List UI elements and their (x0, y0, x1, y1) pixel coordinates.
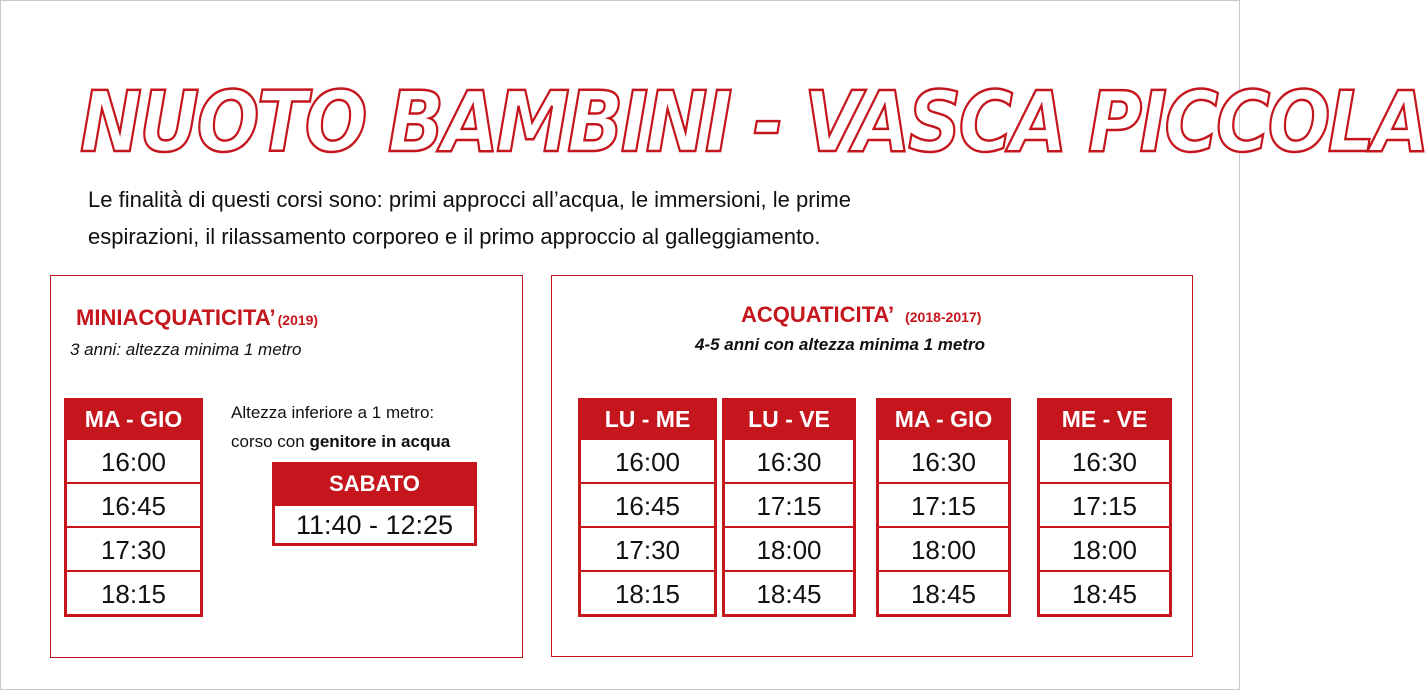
schedule-table (64, 398, 203, 617)
schedule-day-header: MA - GIO (64, 398, 203, 438)
schedule-time-cell: 17:15 (1040, 482, 1169, 526)
schedule-table (1037, 398, 1172, 617)
schedule-time-cell: 16:00 (581, 438, 714, 482)
schedule-table (722, 398, 856, 617)
acquaticita-subtitle: 4-5 anni con altezza minima 1 metro (695, 335, 986, 354)
saturday-table (272, 462, 477, 546)
saturday-time-cell: 11:40 - 12:25 (272, 504, 477, 546)
schedule-times (1037, 438, 1172, 617)
height-note-bold: genitore in acqua (309, 432, 451, 451)
acquaticita-title: ACQUATICITA’ (741, 302, 895, 327)
schedule-time-cell: 18:45 (725, 570, 853, 614)
schedule-day-header: LU - ME (578, 398, 717, 438)
schedule-time-cell: 16:30 (879, 438, 1008, 482)
schedule-time-cell: 18:45 (879, 570, 1008, 614)
saturday-header: SABATO (272, 462, 477, 504)
acquaticita-heading (741, 302, 981, 328)
schedule-day-header: MA - GIO (876, 398, 1011, 438)
schedule-time-cell: 18:15 (67, 570, 200, 614)
schedule-time-cell: 18:00 (879, 526, 1008, 570)
schedule-times (64, 438, 203, 617)
schedule-time-cell: 16:30 (1040, 438, 1169, 482)
height-note-line-2 (231, 427, 450, 456)
schedule-table (876, 398, 1011, 617)
schedule-day-header: ME - VE (1037, 398, 1172, 438)
schedule-table (578, 398, 717, 617)
schedule-time-cell: 16:45 (581, 482, 714, 526)
height-note-prefix: corso con (231, 432, 310, 451)
schedule-time-cell: 17:15 (725, 482, 853, 526)
miniacquaticita-title: MINIACQUATICITA’ (76, 305, 276, 330)
schedule-times (876, 438, 1011, 617)
page-title: NUOTO BAMBINI - VASCA PICCOLA (80, 73, 1427, 171)
schedule-time-cell: 17:15 (879, 482, 1008, 526)
height-note (231, 398, 450, 456)
miniacquaticita-subtitle: 3 anni: altezza minima 1 metro (70, 340, 302, 359)
height-note-line-1: Altezza inferiore a 1 metro: (231, 403, 435, 422)
schedule-time-cell: 18:00 (725, 526, 853, 570)
schedule-time-cell: 17:30 (67, 526, 200, 570)
miniacquaticita-years: (2019) (277, 312, 319, 328)
schedule-time-cell: 17:30 (581, 526, 714, 570)
intro-text (88, 181, 851, 255)
acquaticita-years: (2018-2017) (905, 309, 982, 325)
schedule-time-cell: 16:45 (67, 482, 200, 526)
schedule-time-cell: 16:00 (67, 438, 200, 482)
schedule-day-header: LU - VE (722, 398, 856, 438)
schedule-time-cell: 18:15 (581, 570, 714, 614)
schedule-time-cell: 18:45 (1040, 570, 1169, 614)
schedule-time-cell: 18:00 (1040, 526, 1169, 570)
intro-line-1: Le finalità di questi corsi sono: primi approcci all’acqua, le immersioni, le prime (88, 187, 851, 212)
schedule-time-cell: 16:30 (725, 438, 853, 482)
intro-line-2: espirazioni, il rilassamento corporeo e il primo approccio al galleggiamento. (88, 224, 821, 249)
schedule-times (722, 438, 856, 617)
schedule-times (578, 438, 717, 617)
miniacquaticita-heading (76, 305, 318, 331)
